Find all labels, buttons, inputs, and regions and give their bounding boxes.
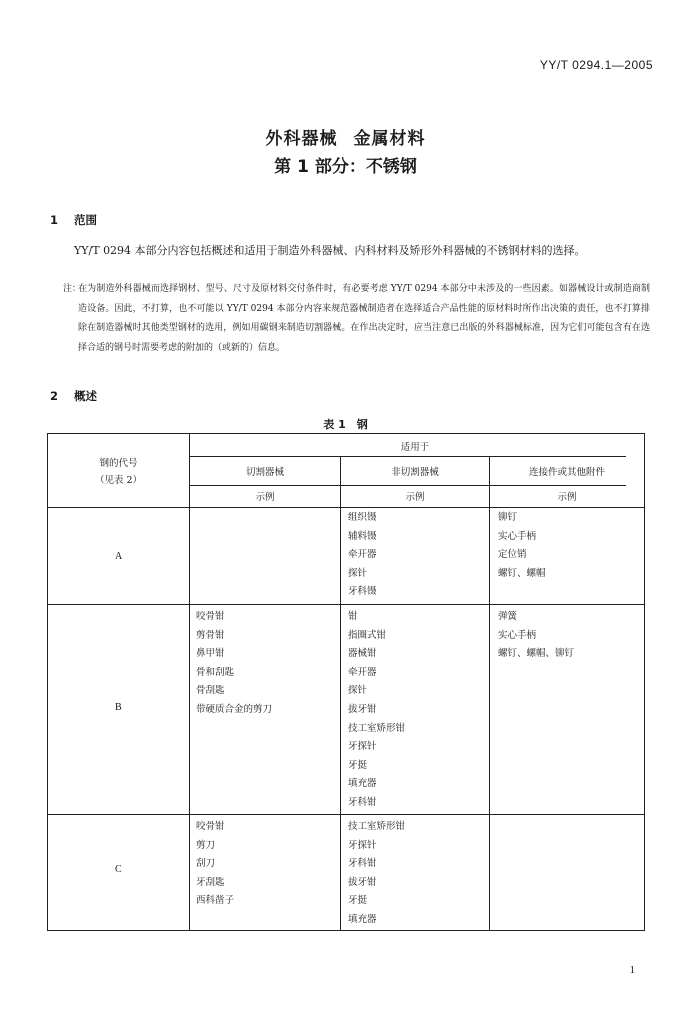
group-c-cutting <box>196 818 234 911</box>
list-item: 骨刮匙 <box>196 685 225 697</box>
list-item: 探针 <box>348 685 368 697</box>
list-item: 牵开器 <box>348 549 377 561</box>
connecting-example-header: 示例 <box>557 492 577 503</box>
list-item: 螺钉、螺帽 <box>498 567 546 579</box>
list-item: 咬骨钳 <box>196 611 225 622</box>
list-item: 牙科钳 <box>348 796 377 808</box>
title-part-a: 外科器械 <box>265 129 338 149</box>
list-item: 填充器 <box>348 913 377 925</box>
list-item: 组织镊 <box>348 512 377 523</box>
list-item: 牙探针 <box>348 741 377 753</box>
list-item: 器械钳 <box>348 648 377 660</box>
note-label: 注： <box>63 284 82 294</box>
title-part-b: 金属材料 <box>353 129 426 149</box>
section-2-heading <box>50 388 97 404</box>
list-item: 牵开器 <box>348 666 377 678</box>
noncutting-column-rule <box>489 456 490 931</box>
list-item: 鼻甲钳 <box>196 648 225 660</box>
section-2-number: 2 <box>50 389 59 403</box>
list-item: 技工室矫形钳 <box>348 821 406 832</box>
noncutting-header: 非切割器械 <box>391 467 439 478</box>
page-number: 1 <box>629 964 635 976</box>
document-subtitle: 第 1 部分：不锈钢 <box>274 157 417 177</box>
cutting-header: 切割器械 <box>245 467 284 478</box>
list-item: 技工室矫形钳 <box>348 722 406 734</box>
group-c-code: C <box>115 864 122 875</box>
code-column-rule <box>189 433 190 931</box>
section-1-number: 1 <box>50 213 59 227</box>
list-item: 西科凿子 <box>196 895 235 907</box>
group-a-noncutting <box>348 509 377 602</box>
list-item: 牙科镊 <box>348 586 377 598</box>
list-item: 带硬质合金的剪刀 <box>196 703 273 715</box>
note-text: 在为制造外科器械而选择钢材、型号、尺寸及原材料交付条件时，有必要考虑 YY/T 0294 本部分中未涉及的一些因素。如器械设计或制造商制造设备。因此，不打算，也不可能以 YY/T 0294 本部分内容来规范器械制造者在选择适合产品性能的原材料时所作出决策的责任，也不打算排除在制造器械时其他类型钢材的选用，例如用碳钢来制造切割器械。在作出决定时，应当注意已出版的外科器械标准，因为它们可能包含有在选择合适的钢号时需要考虑的附加的（或新的）信息。 <box>78 284 650 353</box>
group-b-connecting <box>498 608 574 664</box>
list-item: 探针 <box>348 567 368 579</box>
list-item: 定位销 <box>498 549 527 561</box>
list-item: 刮刀 <box>196 858 216 870</box>
header-bottom-rule <box>47 507 645 508</box>
example-rule <box>189 485 626 486</box>
group-c-noncutting <box>348 818 405 930</box>
section-2-title: 概述 <box>74 389 97 403</box>
list-item: 咬骨钳 <box>196 821 225 832</box>
list-item: 牙科钳 <box>348 858 377 870</box>
scope-note <box>63 280 650 358</box>
document-title <box>0 124 691 149</box>
list-item: 牙挺 <box>348 759 368 771</box>
table-caption: 表 1 钢 <box>323 418 368 431</box>
code-column-header <box>48 455 189 489</box>
cutting-column-rule <box>340 456 341 931</box>
code-header-line2: （见表 2） <box>94 475 143 486</box>
cutting-example-header: 示例 <box>255 492 275 503</box>
list-item: 钳 <box>348 611 358 622</box>
group-a-bottom-rule <box>47 604 645 605</box>
section-1-heading <box>50 212 97 228</box>
list-item: 实心手柄 <box>498 530 537 542</box>
group-b-code: B <box>115 702 122 713</box>
group-a-connecting <box>498 509 546 583</box>
list-item: 骨和刮匙 <box>196 666 235 678</box>
list-item: 辅料镊 <box>348 530 377 542</box>
list-item: 实心手柄 <box>498 629 537 641</box>
list-item: 指圈式钳 <box>348 629 387 641</box>
list-item: 螺钉、螺帽、铆钉 <box>498 648 575 660</box>
list-item: 剪刀 <box>196 839 216 851</box>
table-top-rule <box>47 433 645 434</box>
table-bottom-rule <box>47 930 645 931</box>
noncutting-example-header: 示例 <box>405 492 425 503</box>
list-item: 弹簧 <box>498 611 518 622</box>
table-left-border <box>47 433 48 931</box>
code-header-line1: 钢的代号 <box>99 458 138 469</box>
scope-paragraph: YY/T 0294 本部分内容包括概述和适用于制造外科器械、内科材料及矫形外科器械的不锈钢材料的选择。 <box>74 244 586 257</box>
section-1-title: 范围 <box>74 213 97 227</box>
group-b-noncutting <box>348 608 405 813</box>
table-right-border <box>644 433 645 931</box>
list-item: 牙探针 <box>348 839 377 851</box>
list-item: 剪骨钳 <box>196 629 225 641</box>
list-item: 牙刮匙 <box>196 876 225 888</box>
list-item: 填充器 <box>348 778 377 790</box>
standard-number: YY/T 0294.1—2005 <box>539 58 653 72</box>
applies-rule <box>189 456 626 457</box>
group-b-bottom-rule <box>47 814 645 815</box>
list-item: 牙挺 <box>348 895 368 907</box>
applies-to-header: 适用于 <box>400 442 430 453</box>
group-b-cutting <box>196 608 272 720</box>
list-item: 拔牙钳 <box>348 876 377 888</box>
group-a-code: A <box>115 551 123 562</box>
list-item: 拔牙钳 <box>348 703 377 715</box>
list-item: 铆钉 <box>498 512 518 523</box>
connecting-header: 连接件或其他附件 <box>528 467 605 478</box>
